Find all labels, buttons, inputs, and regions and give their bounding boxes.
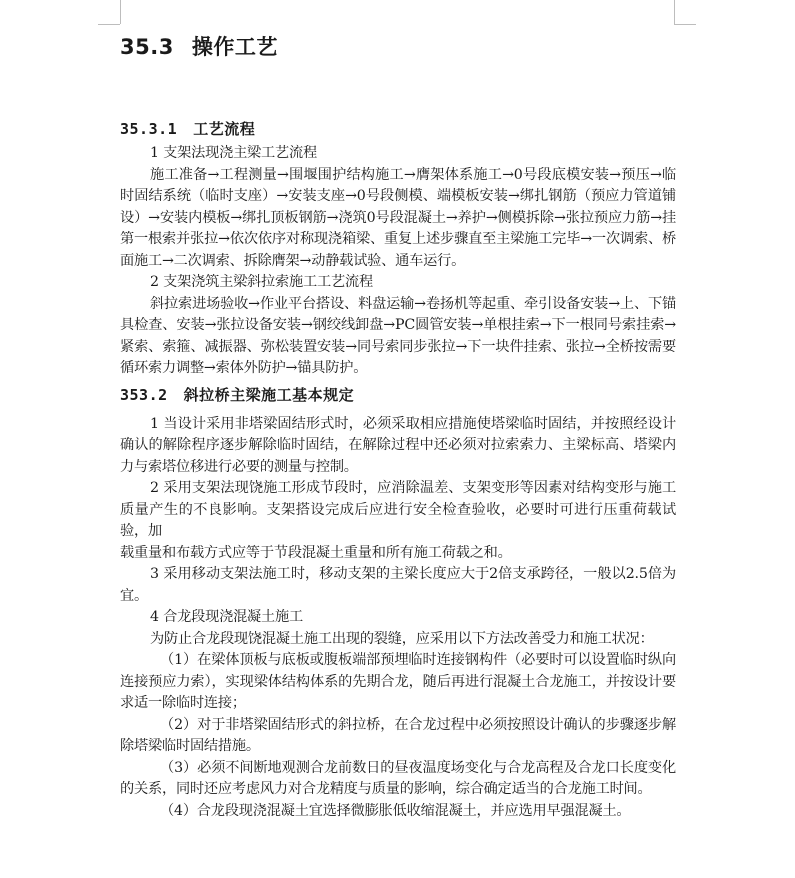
subsection-heading-process — [120, 118, 676, 140]
process-1-text: 施工准备→工程测量→围堰围护结构施工→膺架体系施工→0号段底模安装→预压→临时固结系统（临时支座）→安装支座→0号段侧模、端模板安装→绑扎钢筋（预应力管道铺设）→安装内模板→绑扎顶板钢筋→浇筑0号段混凝土→养护→侧模拆除→张拉预应力筋→挂第一根索并张拉→依次依序对称现浇箱梁、重复上述步骤直至主梁施工完毕→一次调索、桥面施工→二次调索、拆除膺架→动静载试验、通车运行。 — [120, 166, 676, 269]
rule-3: 3 采用移动支架法施工时，移动支架的主梁长度应大于2倍支承跨径，一般以2.5倍为宜。 — [120, 566, 676, 604]
section-number: 35.3 — [120, 35, 174, 59]
crop-mark-top-left — [98, 24, 120, 25]
crop-mark-top-right — [674, 24, 696, 25]
section-title: 操作工艺 — [191, 35, 278, 59]
rule-1: 1 当设计采用非塔梁固结形式时，必须采取相应措施使塔梁临时固结，并按照经设计确认的解除程序逐步解除临时固结，在解除过程中还必须对拉索索力、主梁标高、塔梁内力与索塔位移进行必要的测量与控制。 — [120, 415, 676, 475]
rule-4-item-3: （3）必须不间断地观测合龙前数日的昼夜温度场变化与合龙高程及合龙口长度变化的关系，同时还应考虑风力对合龙精度与质量的影响，综合确定适当的合龙施工时间。 — [120, 759, 676, 797]
subsection-heading-rules — [120, 384, 676, 406]
process-1-title: 1 支架法现浇主梁工艺流程 — [150, 145, 317, 161]
subsection-number: 35.3.1 — [120, 120, 178, 138]
page-title — [120, 30, 676, 64]
rule-4-intro: 为防止合龙段现饶混凝土施工出现的裂缝，应采用以下方法改善受力和施工状况： — [150, 630, 654, 647]
rule-4-item-2: （2）对于非塔梁固结形式的斜拉桥，在合龙过程中必须按照设计确认的步骤逐步解除塔梁临时固结措施。 — [120, 716, 676, 754]
rule-4-item-4: （4）合龙段现浇混凝土宜选择微膨胀低收缩混凝土，并应选用早强混凝土。 — [160, 802, 631, 819]
subsection-title: 工艺流程 — [193, 120, 256, 138]
subsection-number: 353.2 — [120, 385, 168, 404]
process-2-title: 2 支架浇筑主梁斜拉索施工工艺流程 — [150, 274, 373, 290]
crop-mark-top-left — [120, 0, 121, 24]
subsection-title: 斜拉桥主梁施工基本规定 — [183, 385, 355, 404]
crop-mark-top-right — [674, 0, 675, 24]
process-2-text: 斜拉索进场验收→作业平台搭设、料盘运输→卷扬机等起重、牵引设备安装→上、下锚具检查、安装→张拉设备安装→钢绞线卸盘→PC圆管安装→单根挂索→下一根同号索挂索→紧索、索箍、减振器、弥松装置安装→同号索同步张拉→下一块件挂索、张拉→全桥按需要循环索力调整→索体外防护→锚具防护。 — [120, 295, 676, 376]
rule-2-continued: 载重量和布载方式应等于节段混凝土重量和所有施工荷载之和。 — [120, 544, 512, 561]
rule-4-item-1: （1）在梁体顶板与底板或腹板端部预埋临时连接钢构件（必要时可以设置临时纵向连接预应力索），实现梁体结构体系的先期合龙，随后再进行混凝土合龙施工，并按设计要求适一除临时连接； — [120, 652, 676, 711]
document-body — [120, 30, 676, 822]
rule-4-title: 4 合龙段现浇混凝土施工 — [150, 609, 304, 625]
rule-2: 2 采用支架法现饶施工形成节段时，应消除温差、支架变形等因素对结构变形与施工质量产生的不良影响。支架搭设完成后应进行安全检查验收，必要时可进行压重荷载试验，加 — [120, 480, 676, 539]
